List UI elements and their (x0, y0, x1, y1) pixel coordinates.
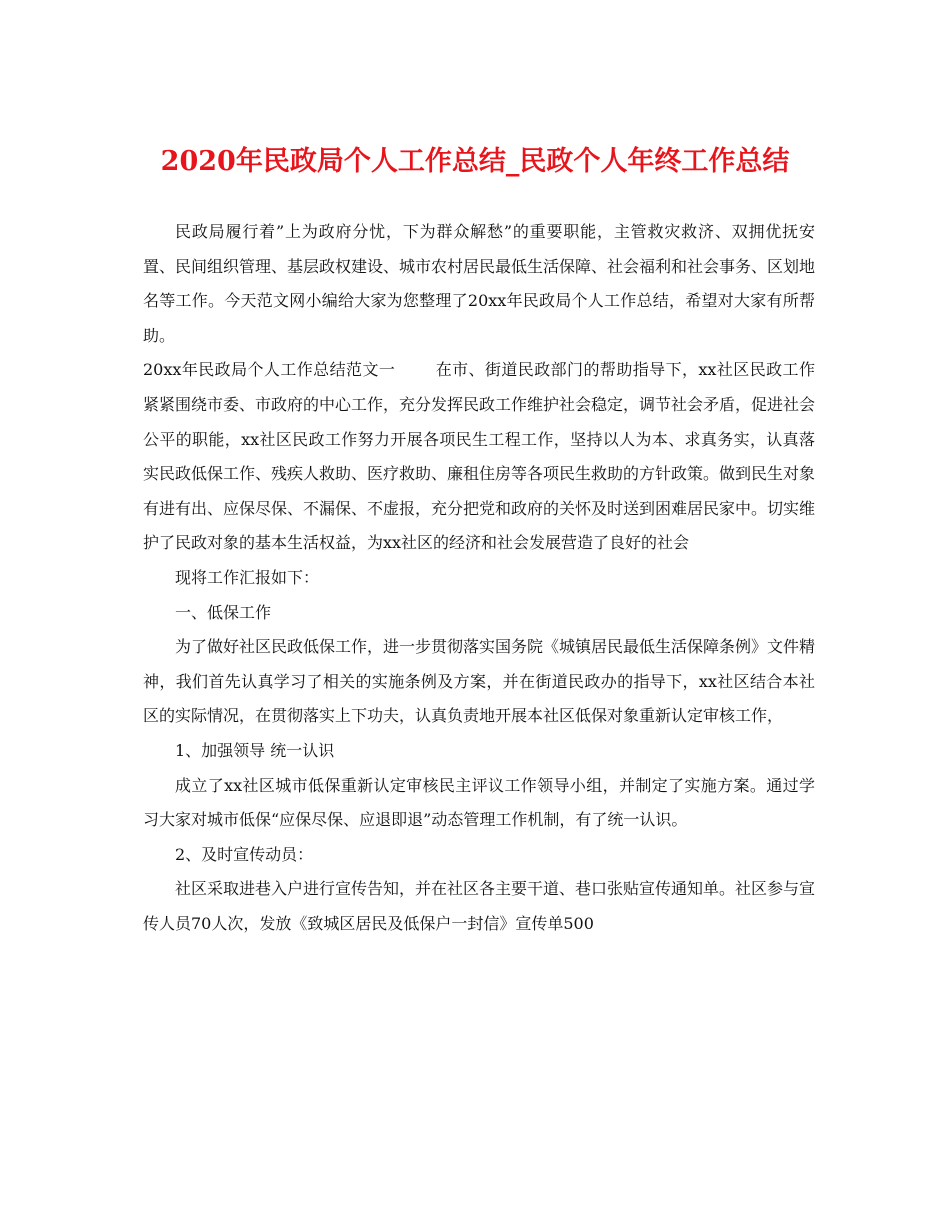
report-intro: 现将工作汇报如下： (175, 567, 320, 587)
document-title: 2020年民政局个人工作总结_民政个人年终工作总结 (160, 146, 790, 177)
item-2-paragraph: 社区采取进巷入户进行宣传告知，并在社区各主要干道、巷口张贴宣传通知单。社区参与宣传人员70人次，发放《致城区居民及低保户一封信》宣传单500 (143, 879, 816, 933)
sample-text: 在市、街道民政部门的帮助指导下，xx社区民政工作紧紧围绕市委、市政府的中心工作，充分发挥民政工作维护社会稳定，调节社会矛盾，促进社会公平的职能，xx社区民政工作努力开展各项民生工程工作，坚持以人为本、求真务实，认真落实民政低保工作、残疾人救助、医疗救助、廉租住房等各项民生救助的方针政策。做到民生对象有进有出、应保尽保、不漏保、不虚报，充分把党和政府的关怀及时送到困难居民家中。切实维护了民政对象的基本生活权益，为xx社区的经济和社会发展营造了良好的社会 (143, 360, 816, 553)
sample-paragraph (143, 353, 815, 561)
intro-paragraph: 民政局履行着”上为政府分忧，下为群众解愁”的重要职能，主管救灾救济、双拥优抚安置、民间组织管理、基层政权建设、城市农村居民最低生活保障、社会福利和社会事务、区划地名等工作。今天范文网小编给大家为您整理了20xx年民政局个人工作总结，希望对大家有所帮助。 (143, 222, 816, 345)
item-heading-1: 1、加强领导 统一认识 (175, 740, 335, 760)
sample-label: 20xx年民政局个人工作总结范文一 (143, 360, 396, 380)
item-heading-2: 2、及时宣传动员： (175, 844, 314, 864)
item-1-paragraph: 成立了xx社区城市低保重新认定审核民主评议工作领导小组，并制定了实施方案。通过学习大家对城市低保“应保尽保、应退即退”动态管理工作机制，有了统一认识。 (143, 775, 815, 830)
document-body (143, 215, 815, 941)
section-heading-1: 一、低保工作 (175, 602, 272, 622)
section-1-paragraph: 为了做好社区民政低保工作，进一步贯彻落实国务院《城镇居民最低生活保障条例》文件精神，我们首先认真学习了相关的实施条例及方案，并在街道民政办的指导下，xx社区结合本社区的实际情况，在贯彻落实上下功夫，认真负责地开展本社区低保对象重新认定审核工作， (143, 637, 816, 726)
